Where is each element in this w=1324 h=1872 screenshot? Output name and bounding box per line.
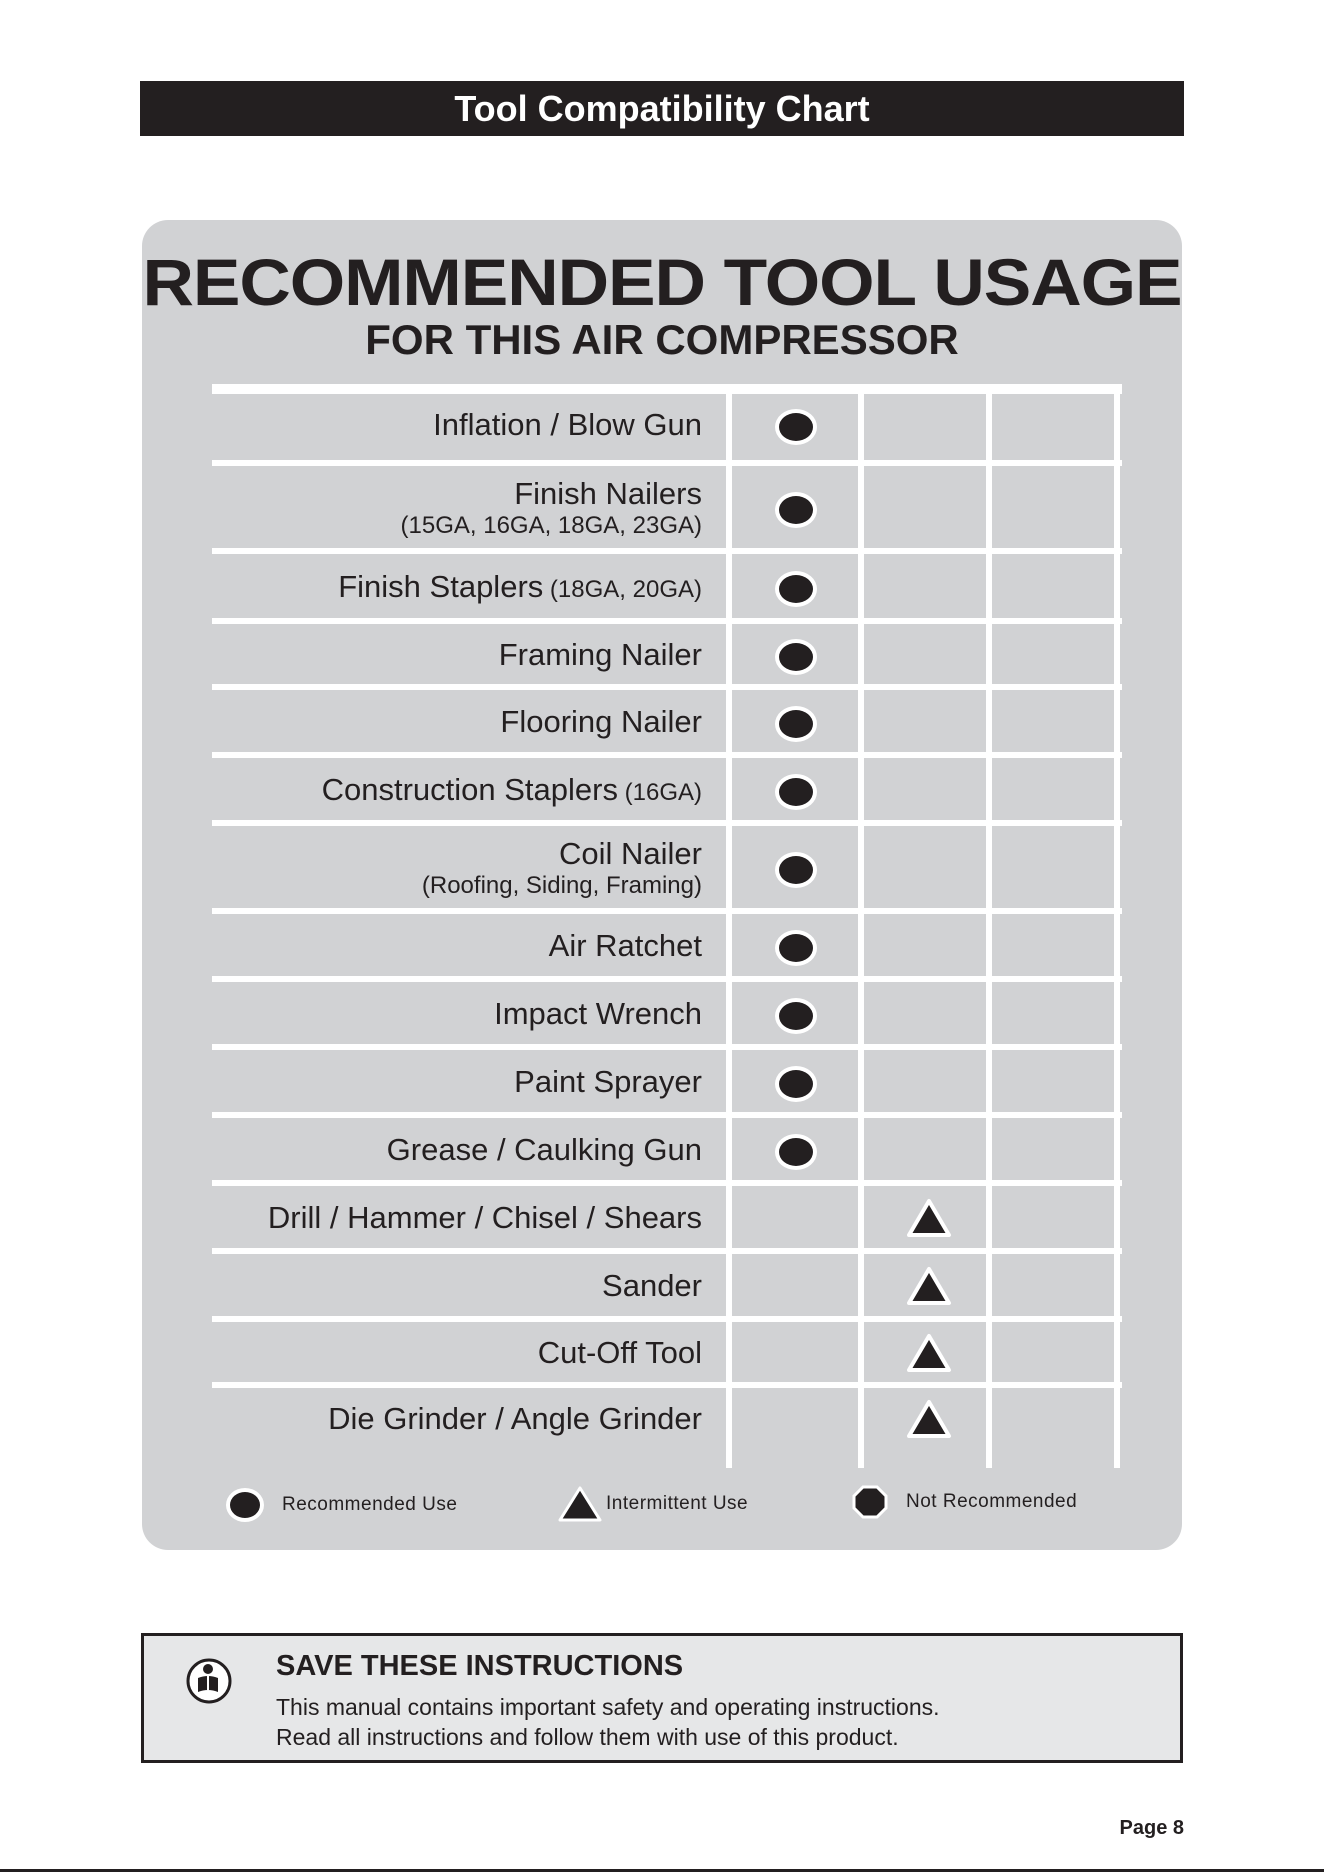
header-title: Tool Compatibility Chart [454, 87, 870, 129]
tool-name: Cut-Off Tool [537, 1335, 702, 1370]
panel-subtitle: FOR THIS AIR COMPRESSOR [365, 316, 959, 363]
tool-name: Sander [602, 1268, 702, 1303]
legend-intermittent [558, 1486, 748, 1522]
tool-gauge: (18GA, 20GA) [543, 576, 702, 603]
note-line-1: This manual contains important safety and operating instructions. [276, 1694, 940, 1720]
tool-name: Air Ratchet [548, 928, 702, 963]
page-number: Page 8 [1119, 1817, 1184, 1839]
tool-name: Paint Sprayer [514, 1064, 702, 1099]
tool-name: Construction Staplers (16GA) [321, 772, 702, 807]
intermittent-triangle-icon [558, 1486, 602, 1522]
tool-name: Framing Nailer [498, 637, 702, 672]
book-reader-icon [186, 1656, 232, 1706]
note-line-2: Read all instructions and follow them with use of this product. [276, 1724, 899, 1750]
tool-name: Coil Nailer [559, 836, 702, 871]
tool-subtext: (Roofing, Siding, Framing) [421, 872, 702, 899]
legend-recommended-label: Recommended Use [282, 1494, 458, 1515]
legend-not-recommended [852, 1485, 1077, 1519]
tool-usage-panel [142, 220, 1182, 1550]
tool-gauge: (16GA) [617, 779, 702, 806]
tool-name: Inflation / Blow Gun [433, 407, 702, 442]
panel-title: RECOMMENDED TOOL USAGE [142, 245, 1182, 319]
tool-name: Drill / Hammer / Chisel / Shears [267, 1200, 702, 1235]
save-instructions-box [141, 1633, 1183, 1763]
tool-name: Impact Wrench [494, 996, 702, 1031]
tool-name: Die Grinder / Angle Grinder [328, 1401, 702, 1436]
legend-not-recommended-label: Not Recommended [906, 1491, 1078, 1512]
legend-intermittent-label: Intermittent Use [606, 1493, 749, 1514]
note-title: SAVE THESE INSTRUCTIONS [276, 1650, 684, 1682]
header-bar [140, 81, 1184, 136]
tool-name: Grease / Caulking Gun [386, 1132, 702, 1167]
tool-subtext: (15GA, 16GA, 18GA, 23GA) [400, 512, 702, 539]
legend-recommended [226, 1488, 457, 1522]
tool-name: Flooring Nailer [500, 704, 702, 739]
tool-name: Finish Staplers (18GA, 20GA) [338, 569, 702, 604]
tool-name: Finish Nailers [514, 476, 702, 511]
recommended-dot-icon [226, 1488, 264, 1522]
not-recommended-octagon-icon [852, 1485, 888, 1519]
